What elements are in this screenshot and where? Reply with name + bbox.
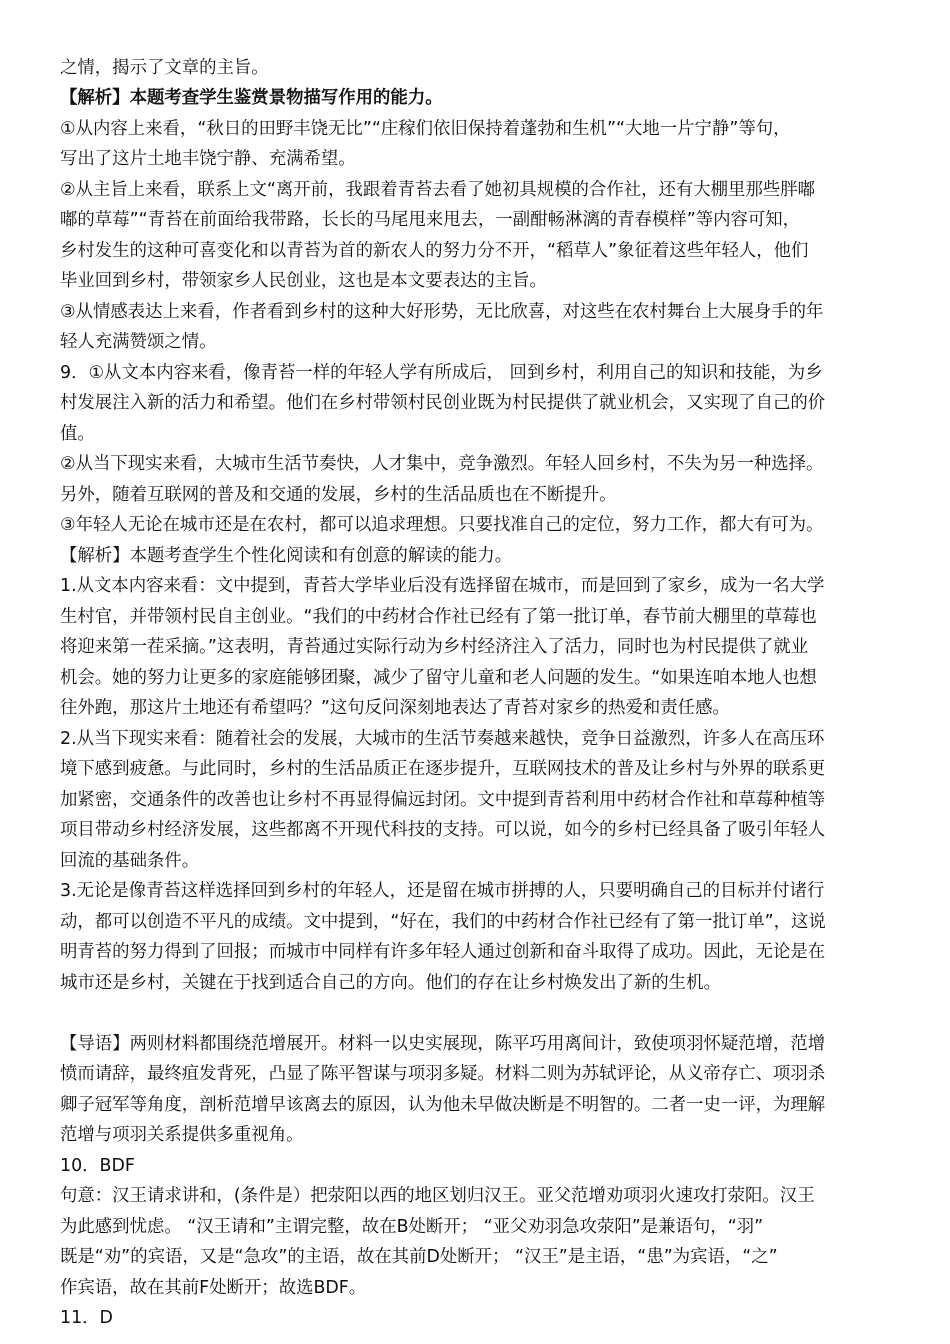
- analysis-heading-line: 【解析】本题考查学生鉴赏景物描写作用的能力。: [60, 88, 443, 108]
- text-line: 毕业回到乡村，带领家乡人民创业，这也是本文要表达的主旨。: [60, 271, 547, 291]
- text-line: 范增与项羽关系提供多重视角。: [60, 1125, 304, 1145]
- text-line: 往外跑，那这片土地还有希望吗？”这句反问深刻地表达了青苔对家乡的热爱和责任感。: [60, 698, 730, 718]
- text-line: ③年轻人无论在城市还是在农村，都可以追求理想。只要找准自己的定位，努力工作，都大有可为。: [60, 515, 824, 535]
- text-line: 将迎来第一茬采摘。”这表明，青苔通过实际行动为乡村经济注入了活力，同时也为村民提供了就业: [60, 637, 809, 657]
- text-line: 之情，揭示了文章的主旨。: [60, 58, 269, 78]
- answer-10-line: 10．BDF: [60, 1156, 135, 1176]
- text-line: 明青苔的努力得到了回报；而城市中同样有许多年轻人通过创新和奋斗取得了成功。因此，无论是在: [60, 942, 826, 962]
- text-line: 嘟的草莓”“青苔在前面给我带路，长长的马尾甩来甩去，一副酣畅淋漓的青春模样”等内容可知，: [60, 210, 801, 230]
- text-line: 轻人充满赞颂之情。: [60, 332, 217, 352]
- text-line: 为此感到忧虑。 “汉王请和”主谓完整，故在B处断开； “亚父劝羽急攻荥阳”是兼语句，“羽”: [60, 1217, 764, 1237]
- text-line: ①从内容上来看，“秋日的田野丰饶无比”“庄稼们依旧保持着蓬勃和生机”“大地一片宁静”等句，: [60, 119, 791, 139]
- text-line: ②从当下现实来看，大城市生活节奏快，人才集中，竞争激烈。年轻人回乡村，不失为另一种选择。: [60, 454, 824, 474]
- text-line: 城市还是乡村，关键在于找到适合自己的方向。他们的存在让乡村焕发出了新的生机。: [60, 973, 721, 993]
- intro-heading-line: 【导语】两则材料都围绕范增展开。材料一以史实展现，陈平巧用离间计，致使项羽怀疑范增，范增: [60, 1034, 826, 1054]
- text-line: 值。: [60, 424, 95, 444]
- answer-9-line: 9．①从文本内容来看，像青苔一样的年轻人学有所成后， 回到乡村，利用自己的知识和技能，为乡: [60, 363, 823, 383]
- text-line: 愤而请辞，最终疽发背死，凸显了陈平智谋与项羽多疑。材料二则为苏轼评论，从义帝存亡、项羽杀: [60, 1064, 826, 1084]
- answer-11-line: 11．D: [60, 1308, 113, 1328]
- text-line: 生村官，并带领村民自主创业。“我们的中药材合作社已经有了第一批订单，春节前大棚里的草莓也: [60, 607, 817, 627]
- text-line: 回流的基础条件。: [60, 851, 200, 871]
- text-line: 动，都可以创造不平凡的成绩。文中提到，“好在，我们的中药材合作社已经有了第一批订单”，这说: [60, 912, 826, 932]
- analysis-heading-line: 【解析】本题考查学生个性化阅读和有创意的解读的能力。: [60, 546, 513, 566]
- text-line: 作宾语，故在其前F处断开；故选BDF。: [60, 1278, 367, 1298]
- text-line: 境下感到疲惫。与此同时，乡村的生活品质正在逐步提升，互联网技术的普及让乡村与外界的联系更: [60, 759, 826, 779]
- text-line: 项目带动乡村经济发展，这些都离不开现代科技的支持。可以说，如今的乡村已经具备了吸引年轻人: [60, 820, 826, 840]
- text-line: ②从主旨上来看，联系上文“离开前，我跟着青苔去看了她初具规模的合作社，还有大棚里那些胖嘟: [60, 180, 816, 200]
- text-line: 机会。她的努力让更多的家庭能够团聚，减少了留守儿童和老人问题的发生。“如果连咱本地人也想: [60, 668, 817, 688]
- text-line: 1.从文本内容来看：文中提到，青苔大学毕业后没有选择留在城市，而是回到了家乡，成为一名大学: [60, 576, 825, 596]
- text-line: 乡村发生的这种可喜变化和以青苔为首的新农人的努力分不开，“稻草人”象征着这些年轻人，他们: [60, 241, 809, 261]
- text-line: 卿子冠军等角度，剖析范增早该离去的原因，认为他未早做决断是不明智的。二者一史一评，为理解: [60, 1095, 826, 1115]
- text-line: ③从情感表达上来看，作者看到乡村的这种大好形势，无比欣喜，对这些在农村舞台上大展身手的年: [60, 302, 824, 322]
- text-line: 加紧密，交通条件的改善也让乡村不再显得偏远封闭。文中提到青苔利用中药材合作社和草莓种植等: [60, 790, 826, 810]
- text-line: 2.从当下现实来看：随着社会的发展，大城市的生活节奏越来越快，竞争日益激烈，许多人在高压环: [60, 729, 825, 749]
- text-line: 村发展注入新的活力和希望。他们在乡村带领村民创业既为村民提供了就业机会，又实现了自己的价: [60, 393, 826, 413]
- text-line: 3.无论是像青苔这样选择回到乡村的年轻人，还是留在城市拼搏的人，只要明确自己的目标并付诸行: [60, 881, 825, 901]
- text-line: 句意：汉王请求讲和，(条件是）把荥阳以西的地区划归汉王。亚父范增劝项羽火速攻打荥阳。汉王: [60, 1186, 815, 1206]
- text-line: 写出了这片土地丰饶宁静、充满希望。: [60, 149, 356, 169]
- text-line: 另外，随着互联网的普及和交通的发展，乡村的生活品质也在不断提升。: [60, 485, 617, 505]
- text-line: 既是“劝”的宾语，又是“急攻”的主语，故在其前D处断开； “汉王”是主语，“患”为宾语，“之”: [60, 1247, 778, 1267]
